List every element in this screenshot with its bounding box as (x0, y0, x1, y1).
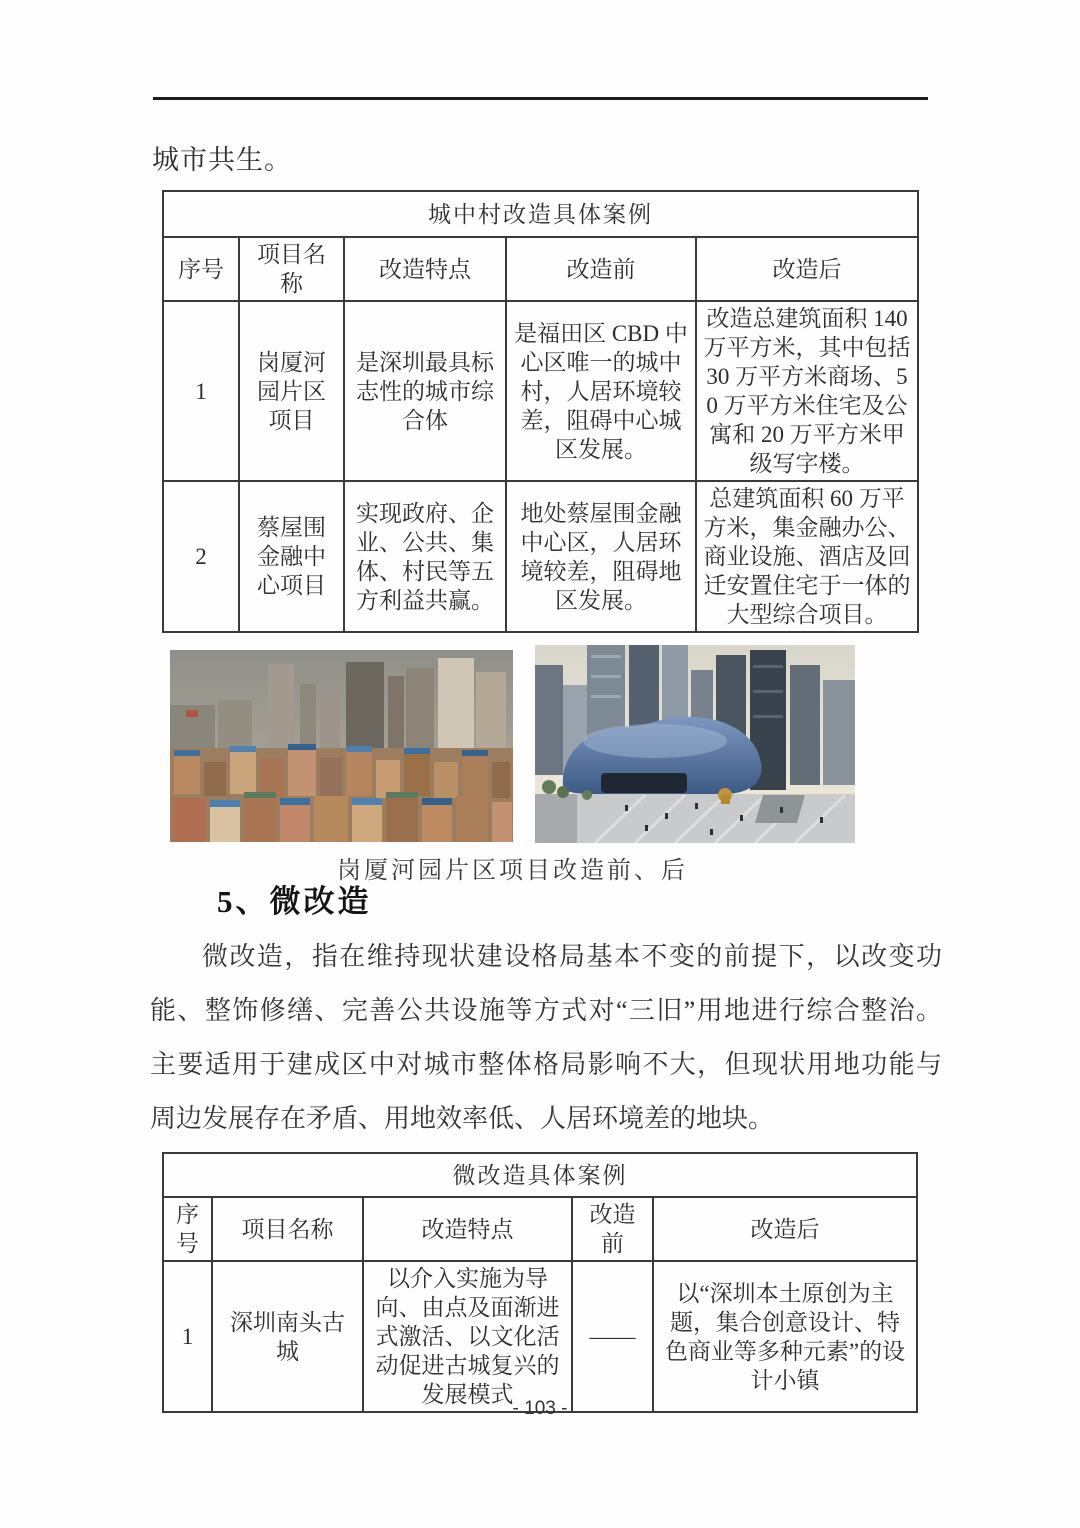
cell-feature: 是深圳最具标志性的城市综合体 (344, 301, 506, 481)
col-header-name: 项目名称 (212, 1197, 363, 1261)
cell-seq: 2 (163, 481, 239, 632)
cell-seq: 1 (163, 1261, 212, 1412)
cell-after: 以“深圳本土原创为主题，集合创意设计、特色商业等多种元素”的设计小镇 (653, 1261, 917, 1412)
cell-before: —— (572, 1261, 653, 1412)
table-row (163, 301, 918, 481)
page-number: - 103 - (512, 1398, 568, 1419)
cell-before: 地处蔡屋围金融中心区，人居环境较差，阻碍地区发展。 (506, 481, 696, 632)
col-header-before: 改造前 (506, 237, 696, 301)
table-row (163, 481, 918, 632)
col-header-feature: 改造特点 (363, 1197, 572, 1261)
body-paragraph-line: 周边发展存在矛盾、用地效率低、人居环境差的地块。 (150, 1104, 775, 1133)
table-title-row (163, 191, 918, 237)
col-header-name: 项目名称 (239, 237, 344, 301)
cell-feature: 以介入实施为导向、由点及面渐进式激活、以文化活动促进古城复兴的发展模式 (363, 1261, 572, 1412)
body-paragraph-line: 主要适用于建成区中对城市整体格局影响不大，但现状用地功能与 (150, 1050, 942, 1079)
col-header-feature: 改造特点 (344, 237, 506, 301)
table-row (163, 1261, 917, 1412)
after-photo (535, 645, 855, 843)
figure-photos (170, 645, 860, 845)
cell-seq: 1 (163, 301, 239, 481)
body-paragraph-line: 微改造，指在维持现状建设格局基本不变的前提下，以改变功 (202, 942, 942, 971)
col-header-seq: 序号 (163, 237, 239, 301)
intro-text: 城市共生。 (152, 145, 292, 175)
cell-feature: 实现政府、企业、公共、集体、村民等五方利益共赢。 (344, 481, 506, 632)
table-header-row (163, 1197, 917, 1261)
figure-caption: 岗厦河园片区项目改造前、后 (337, 858, 688, 884)
cell-project-name: 深圳南头古城 (212, 1261, 363, 1412)
col-header-after: 改造后 (696, 237, 918, 301)
table-title-row (163, 1153, 917, 1197)
col-header-seq: 序号 (163, 1197, 212, 1261)
cell-before: 是福田区 CBD 中心区唯一的城中村，人居环境较差，阻碍中心城区发展。 (506, 301, 696, 481)
cell-project-name: 岗厦河园片区项目 (239, 301, 344, 481)
body-paragraph-line: 能、整饰修缮、完善公共设施等方式对“三旧”用地进行综合整治。 (150, 996, 942, 1025)
col-header-before: 改造前 (572, 1197, 653, 1261)
body-paragraph (150, 934, 942, 1150)
col-header-after: 改造后 (653, 1197, 917, 1261)
cell-after: 总建筑面积 60 万平方米，集金融办公、商业设施、酒店及回迁安置住宅于一体的大型综合项目。 (696, 481, 918, 632)
header-rule (153, 97, 928, 100)
table2-title: 微改造具体案例 (163, 1153, 917, 1197)
micro-renewal-table (162, 1152, 918, 1413)
table-header-row (163, 237, 918, 301)
cell-project-name: 蔡屋围金融中心项目 (239, 481, 344, 632)
cell-after: 改造总建筑面积 140 万平方米，其中包括 30 万平方米商场、50 万平方米住宅及公寓和 20 万平方米甲级写字楼。 (696, 301, 918, 481)
section-heading: 5、微改造 (217, 884, 372, 919)
village-renewal-table (162, 190, 919, 633)
before-photo (170, 650, 513, 842)
table1-title: 城中村改造具体案例 (163, 191, 918, 237)
